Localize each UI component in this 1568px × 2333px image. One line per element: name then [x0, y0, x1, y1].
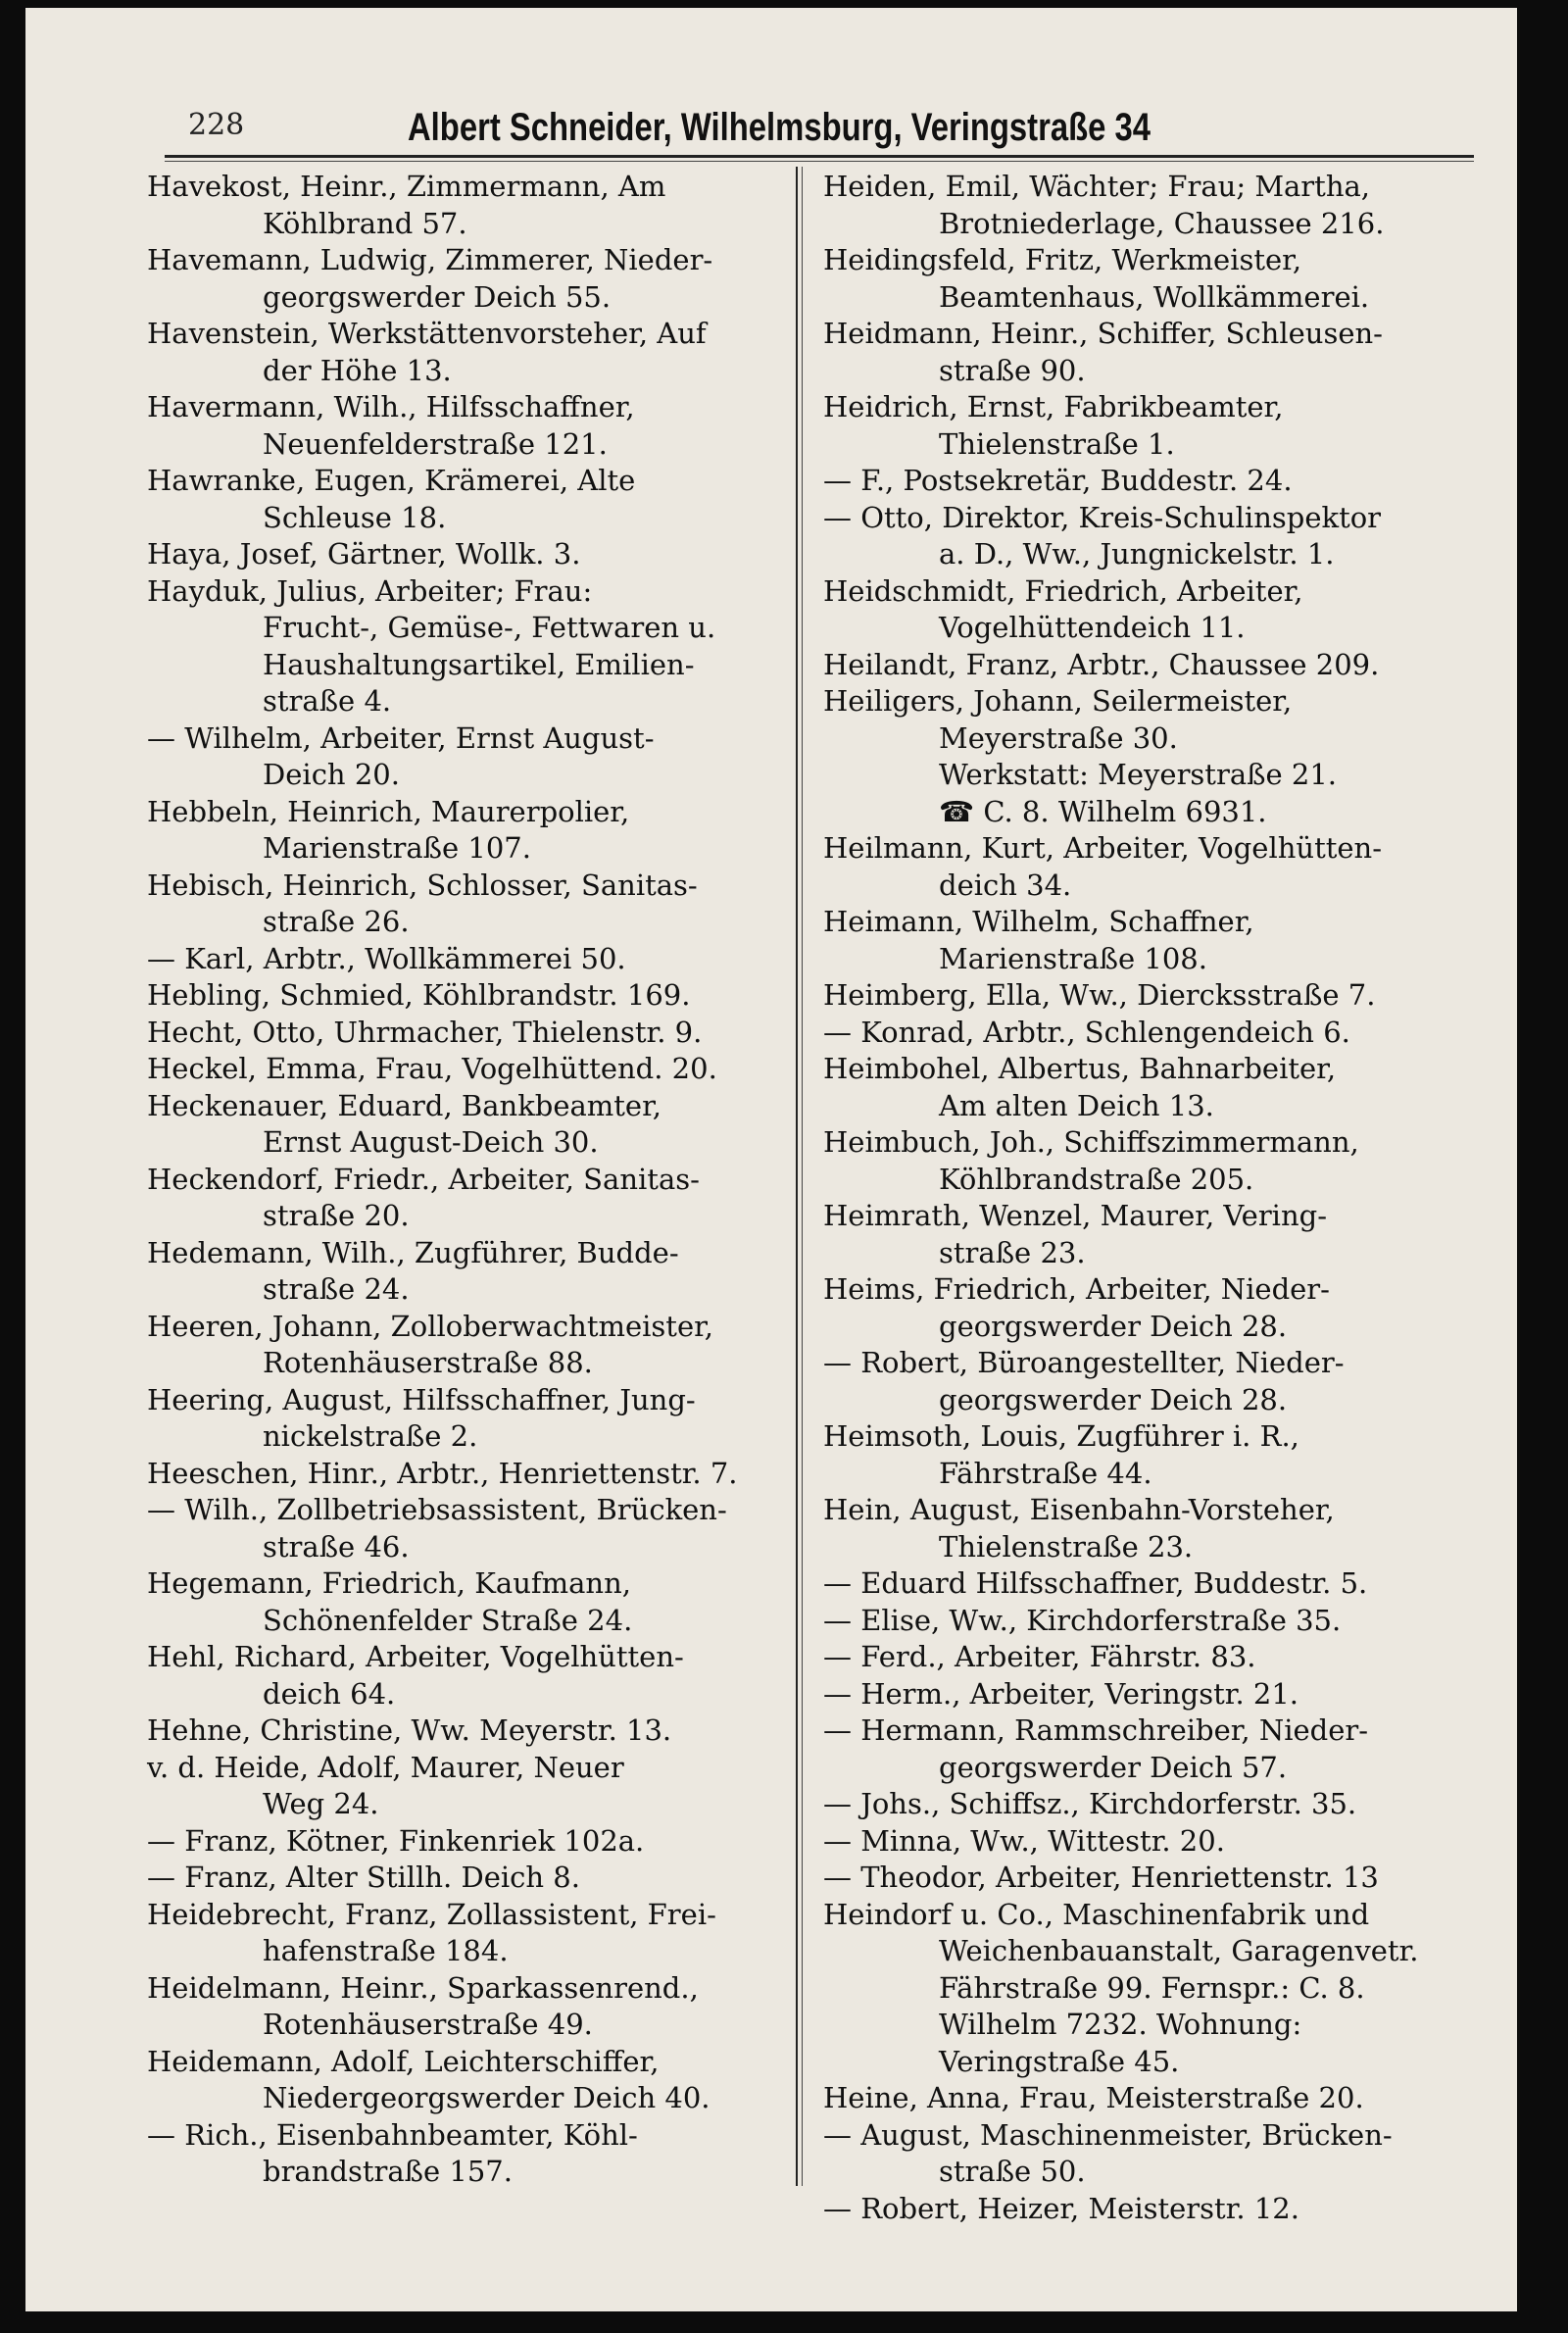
entry-first-line: — F., Postsekretär, Buddestr. 24. — [823, 464, 1293, 497]
entry-continuation-line: Weg 24. — [263, 1787, 379, 1820]
directory-entry — [147, 242, 774, 316]
directory-entry — [147, 389, 774, 463]
entry-continuation-line: Thielenstraße 1. — [939, 426, 1175, 461]
entry-first-line: Heimbuch, Joh., Schiffszimmermann, — [823, 1125, 1359, 1159]
directory-entry — [147, 463, 774, 536]
entry-first-line: Hecht, Otto, Uhrmacher, Thielenstr. 9. — [147, 1015, 703, 1049]
entry-continuation-line: straße 24. — [263, 1272, 410, 1306]
entry-first-line: Heckendorf, Friedr., Arbeiter, Sanitas- — [147, 1162, 700, 1196]
entry-first-line: — Franz, Kötner, Finkenriek 102a. — [147, 1823, 645, 1858]
entry-continuation-line: straße 90. — [939, 353, 1086, 387]
directory-entry — [823, 463, 1450, 500]
entry-first-line: — Rich., Eisenbahnbeamter, Köhl- — [147, 2117, 638, 2152]
entry-first-line: — Robert, Büroangestellter, Nieder- — [823, 1346, 1345, 1379]
directory-entry — [147, 794, 774, 868]
entry-first-line: Heckenauer, Eduard, Bankbeamter, — [147, 1088, 662, 1122]
entry-continuation-line: deich 34. — [939, 868, 1072, 902]
header-rule-thin — [165, 161, 1474, 162]
entry-first-line: — Wilhelm, Arbeiter, Ernst August- — [147, 720, 655, 755]
right-column — [823, 169, 1450, 2227]
entry-continuation-line: Wilhelm 7232. Wohnung: — [939, 2008, 1302, 2041]
entry-continuation-line: Fährstraße 44. — [939, 1456, 1152, 1490]
entry-first-line: Heidebrecht, Franz, Zollassistent, Frei- — [147, 1897, 716, 1931]
directory-entry — [147, 2044, 774, 2117]
entry-continuation-line: Köhlbrand 57. — [263, 206, 467, 240]
directory-entry — [823, 1565, 1450, 1603]
entry-continuation-line: Ernst August-Deich 30. — [263, 1125, 599, 1159]
directory-entry — [147, 1639, 774, 1713]
entry-continuation-line: Beamtenhaus, Wollkämmerei. — [939, 279, 1370, 314]
directory-entry — [147, 720, 774, 794]
entry-first-line: — Theodor, Arbeiter, Henriettenstr. 13 — [823, 1861, 1379, 1894]
entry-continuation-line: Schleuse 18. — [263, 500, 447, 534]
entry-first-line: Heilmann, Kurt, Arbeiter, Vogelhütten- — [823, 831, 1383, 865]
entry-first-line: Havekost, Heinr., Zimmermann, Am — [147, 170, 666, 203]
entry-first-line: Heering, August, Hilfsschaffner, Jung- — [147, 1382, 696, 1416]
directory-entry — [823, 2117, 1450, 2191]
page-header — [25, 106, 1517, 157]
entry-first-line: — Herm., Arbeiter, Veringstr. 21. — [823, 1676, 1299, 1711]
entry-first-line: Heidmann, Heinr., Schiffer, Schleusen- — [823, 317, 1383, 350]
entry-first-line: Heine, Anna, Frau, Meisterstraße 20. — [823, 2081, 1364, 2114]
entry-continuation-line: Schönenfelder Straße 24. — [263, 1603, 633, 1637]
entry-continuation-line: straße 26. — [263, 905, 410, 938]
directory-entry — [823, 2080, 1450, 2117]
directory-entry — [147, 1970, 774, 2044]
entry-first-line: Heckel, Emma, Frau, Vogelhüttend. 20. — [147, 1052, 717, 1085]
entry-first-line: Hayduk, Julius, Arbeiter; Frau: — [147, 573, 593, 608]
entry-continuation-line: Weichenbauanstalt, Garagenvetr. — [939, 1934, 1419, 1967]
directory-entry — [147, 1309, 774, 1382]
directory-entry — [823, 647, 1450, 684]
directory-entry — [823, 242, 1450, 316]
page-title: Albert Schneider, Wilhelmsburg, Veringstraße 34 — [408, 106, 1151, 149]
directory-entry — [823, 2191, 1450, 2228]
entry-first-line: Heimberg, Ella, Ww., Diercksstraße 7. — [823, 978, 1376, 1012]
entry-first-line: — Eduard Hilfsschaffner, Buddestr. 5. — [823, 1566, 1368, 1600]
page-number: 228 — [188, 108, 245, 142]
entry-continuation-line: Veringstraße 45. — [939, 2044, 1180, 2078]
directory-entry — [147, 1382, 774, 1456]
entry-first-line: Heindorf u. Co., Maschinenfabrik und — [823, 1897, 1370, 1931]
entry-continuation-line: der Höhe 13. — [263, 353, 452, 387]
column-divider-thin — [802, 167, 803, 2186]
directory-entry — [147, 1823, 774, 1861]
entry-first-line: — Ferd., Arbeiter, Fährstr. 83. — [823, 1640, 1256, 1673]
entry-continuation-line: hafenstraße 184. — [263, 1934, 509, 1967]
entry-first-line: Heiligers, Johann, Seilermeister, — [823, 684, 1293, 718]
column-divider — [796, 167, 798, 2186]
entry-first-line: Heimrath, Wenzel, Maurer, Vering- — [823, 1199, 1327, 1232]
directory-entry — [823, 1713, 1450, 1786]
directory-entry — [147, 1713, 774, 1750]
entry-first-line: — Wilh., Zollbetriebsassistent, Brücken- — [147, 1493, 727, 1526]
entry-first-line: Heimann, Wilhelm, Schaffner, — [823, 905, 1254, 938]
entry-first-line: — Otto, Direktor, Kreis-Schulinspektor — [823, 500, 1382, 534]
directory-entry — [147, 2117, 774, 2191]
directory-entry — [147, 573, 774, 720]
directory-entry — [147, 536, 774, 573]
entry-first-line: Heidschmidt, Friedrich, Arbeiter, — [823, 573, 1303, 608]
entry-first-line: Hebbeln, Heinrich, Maurerpolier, — [147, 794, 630, 828]
directory-entry — [147, 1235, 774, 1309]
directory-entry — [147, 1162, 774, 1235]
entry-continuation-line: Deich 20. — [263, 758, 400, 791]
entry-first-line: Hein, August, Eisenbahn-Vorsteher, — [823, 1493, 1335, 1526]
directory-entry — [823, 1271, 1450, 1345]
directory-entry — [147, 941, 774, 978]
entry-continuation-line: straße 4. — [263, 684, 392, 718]
directory-entry — [147, 1750, 774, 1823]
entry-continuation-line: nickelstraße 2. — [263, 1419, 478, 1453]
directory-entry — [823, 1897, 1450, 2081]
entry-first-line: Hehne, Christine, Ww. Meyerstr. 13. — [147, 1713, 672, 1747]
entry-continuation-line: Werkstatt: Meyerstraße 21. — [939, 758, 1337, 791]
entry-first-line: Hehl, Richard, Arbeiter, Vogelhütten- — [147, 1640, 684, 1673]
entry-first-line: — Elise, Ww., Kirchdorferstraße 35. — [823, 1603, 1342, 1637]
directory-entry — [147, 169, 774, 242]
directory-entry — [823, 1492, 1450, 1565]
entry-first-line: Heidemann, Adolf, Leichterschiffer, — [147, 2044, 660, 2078]
entry-continuation-line: Marienstraße 108. — [939, 941, 1207, 975]
entry-continuation-line: Brotniederlage, Chaussee 216. — [939, 206, 1385, 240]
entry-first-line: Heidrich, Ernst, Fabrikbeamter, — [823, 390, 1284, 423]
entry-first-line: Heidelmann, Heinr., Sparkassenrend., — [147, 1970, 699, 2005]
entry-continuation-line: Neuenfelderstraße 121. — [263, 426, 608, 461]
directory-entry — [823, 389, 1450, 463]
entry-continuation-line: georgswerder Deich 28. — [939, 1309, 1288, 1343]
directory-entry — [823, 1051, 1450, 1124]
entry-first-line: Heimsoth, Louis, Zugführer i. R., — [823, 1419, 1299, 1453]
entry-first-line: Heeren, Johann, Zolloberwachtmeister, — [147, 1309, 714, 1343]
directory-entry — [147, 1456, 774, 1493]
directory-entry — [147, 1015, 774, 1052]
entry-continuation-line: Am alten Deich 13. — [939, 1088, 1214, 1122]
entry-continuation-line: georgswerder Deich 55. — [263, 279, 612, 314]
directory-entry — [147, 1860, 774, 1897]
directory-entry — [823, 1603, 1450, 1640]
entry-continuation-line: brandstraße 157. — [263, 2155, 513, 2188]
directory-entry — [823, 1639, 1450, 1676]
left-column — [147, 169, 774, 2191]
directory-entry — [147, 1897, 774, 1970]
entry-continuation-line: Thielenstraße 23. — [939, 1529, 1194, 1564]
entry-first-line: Haya, Josef, Gärtner, Wollk. 3. — [147, 537, 581, 571]
entry-first-line: Hawranke, Eugen, Krämerei, Alte — [147, 464, 636, 497]
entry-first-line: — Konrad, Arbtr., Schlengendeich 6. — [823, 1015, 1350, 1049]
entry-first-line: Havenstein, Werkstättenvorsteher, Auf — [147, 317, 707, 350]
directory-entry — [823, 1823, 1450, 1861]
directory-entry — [147, 868, 774, 941]
directory-entry — [823, 573, 1450, 647]
entry-continuation-line: Fährstraße 99. Fernspr.: C. 8. — [939, 1970, 1365, 2005]
entry-continuation-line: straße 23. — [939, 1235, 1086, 1269]
entry-continuation-line: straße 46. — [263, 1529, 410, 1564]
entry-first-line: Hegemann, Friedrich, Kaufmann, — [147, 1566, 631, 1600]
directory-entry — [823, 1676, 1450, 1713]
directory-entry — [147, 1051, 774, 1088]
directory-entry — [823, 904, 1450, 977]
entry-first-line: — August, Maschinenmeister, Brücken- — [823, 2117, 1393, 2152]
entry-first-line: Heims, Friedrich, Arbeiter, Nieder- — [823, 1272, 1330, 1306]
directory-entry — [823, 1124, 1450, 1198]
directory-entry — [147, 1565, 774, 1639]
entry-first-line: Hebisch, Heinrich, Schlosser, Sanitas- — [147, 868, 698, 902]
directory-entry — [823, 683, 1450, 830]
directory-entry — [823, 1198, 1450, 1271]
entry-first-line: Hedemann, Wilh., Zugführer, Budde- — [147, 1235, 679, 1269]
entry-continuation-line: georgswerder Deich 57. — [939, 1750, 1288, 1784]
header-rule — [165, 155, 1474, 158]
entry-continuation-line: Niedergeorgswerder Deich 40. — [263, 2081, 710, 2114]
entry-first-line: v. d. Heide, Adolf, Maurer, Neuer — [147, 1750, 624, 1784]
entry-continuation-line: Marienstraße 107. — [263, 831, 531, 865]
entry-first-line: — Hermann, Rammschreiber, Nieder- — [823, 1713, 1369, 1747]
directory-entry — [823, 1786, 1450, 1823]
entry-first-line: Havemann, Ludwig, Zimmerer, Nieder- — [147, 243, 713, 276]
entry-first-line: Heiden, Emil, Wächter; Frau; Martha, — [823, 170, 1371, 203]
entry-first-line: Heeschen, Hinr., Arbtr., Henriettenstr. 7. — [147, 1456, 738, 1490]
directory-entry — [823, 316, 1450, 389]
entry-continuation-line: Vogelhüttendeich 11. — [939, 611, 1246, 644]
entry-continuation-line: Rotenhäuserstraße 88. — [263, 1346, 593, 1379]
directory-entry — [147, 316, 774, 389]
entry-continuation-line: deich 64. — [263, 1676, 396, 1711]
directory-entry — [823, 830, 1450, 904]
entry-continuation-line: Rotenhäuserstraße 49. — [263, 2008, 593, 2041]
entry-first-line: Hebling, Schmied, Köhlbrandstr. 169. — [147, 978, 691, 1012]
entry-first-line: — Minna, Ww., Wittestr. 20. — [823, 1823, 1225, 1858]
entry-continuation-line: straße 20. — [263, 1199, 410, 1232]
entry-first-line: Havermann, Wilh., Hilfsschaffner, — [147, 390, 635, 423]
directory-entry — [823, 1418, 1450, 1492]
directory-entry — [823, 500, 1450, 573]
entry-continuation-line: Köhlbrandstraße 205. — [939, 1162, 1254, 1196]
directory-entry — [823, 1860, 1450, 1897]
entry-first-line: — Franz, Alter Stillh. Deich 8. — [147, 1861, 580, 1894]
entry-first-line: Heimbohel, Albertus, Bahnarbeiter, — [823, 1052, 1337, 1085]
entry-first-line: — Johs., Schiffsz., Kirchdorferstr. 35. — [823, 1787, 1357, 1820]
entry-first-line: — Karl, Arbtr., Wollkämmerei 50. — [147, 941, 626, 975]
directory-entry — [147, 977, 774, 1015]
directory-entry — [823, 977, 1450, 1015]
entry-continuation-line: Frucht-, Gemüse-, Fettwaren u. — [263, 611, 716, 644]
directory-entry — [823, 1345, 1450, 1418]
directory-entry — [147, 1088, 774, 1162]
entry-continuation-line: a. D., Ww., Jungnickelstr. 1. — [939, 537, 1335, 571]
entry-continuation-line: straße 50. — [939, 2155, 1086, 2188]
entry-first-line: Heidingsfeld, Fritz, Werkmeister, — [823, 243, 1302, 276]
entry-continuation-line: Haushaltungsartikel, Emilien- — [263, 647, 695, 681]
directory-entry — [147, 1492, 774, 1565]
entry-first-line: Heilandt, Franz, Arbtr., Chaussee 209. — [823, 647, 1380, 681]
directory-entry — [823, 169, 1450, 242]
entry-first-line: — Robert, Heizer, Meisterstr. 12. — [823, 2191, 1299, 2225]
entry-continuation-line: Meyerstraße 30. — [939, 720, 1178, 755]
directory-entry — [823, 1015, 1450, 1052]
entry-continuation-line: ☎ C. 8. Wilhelm 6931. — [939, 794, 1267, 828]
entry-continuation-line: georgswerder Deich 28. — [939, 1382, 1288, 1416]
